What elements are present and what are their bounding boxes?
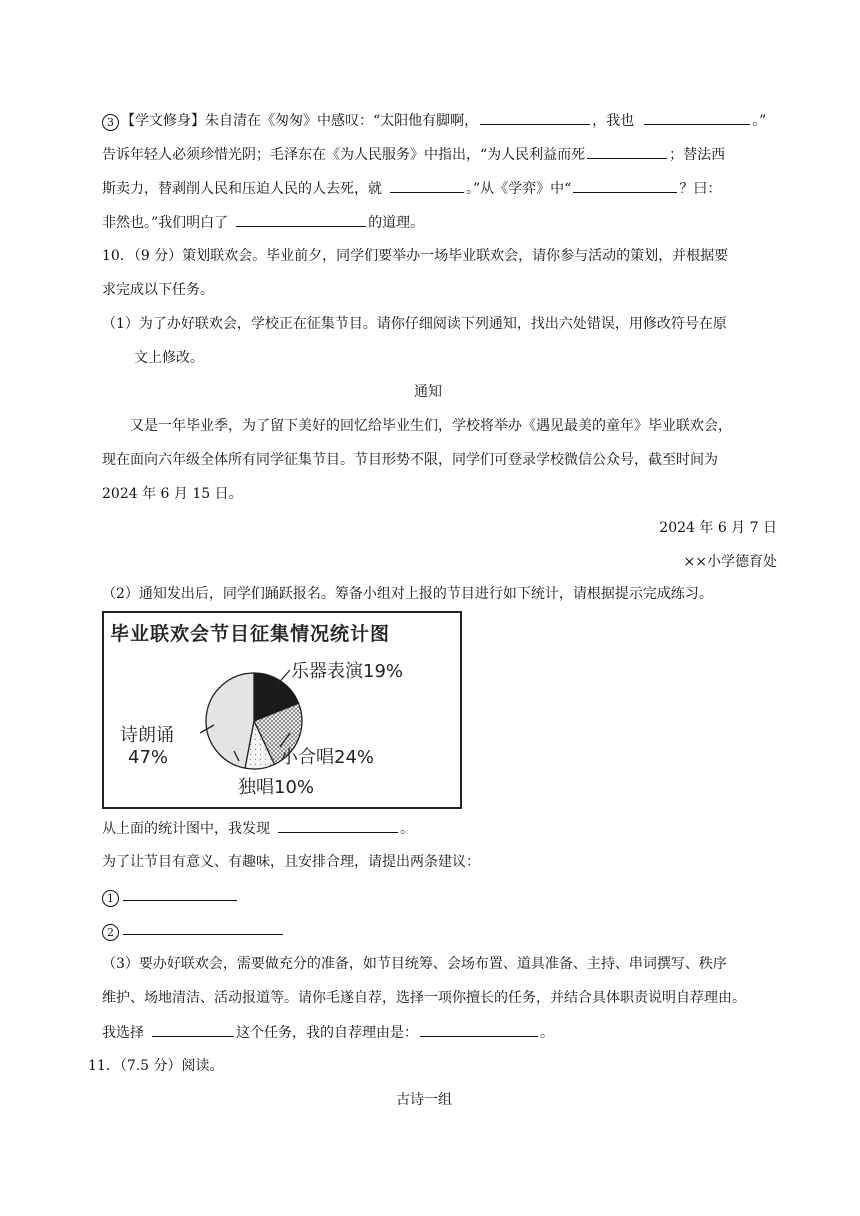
answer-blank[interactable] <box>420 1022 538 1037</box>
q10-part2-line1: （2）通知发出后，同学们踊跃报名。筹备小组对上报的节目进行如下统计，请根据提示完成练习。 <box>102 586 713 602</box>
answer-blank[interactable] <box>236 212 366 227</box>
circled-number: 2 <box>102 924 119 941</box>
circled-number: 3 <box>102 114 119 131</box>
q10-heading-cont: 求完成以下任务。 <box>102 282 214 298</box>
q11-heading: 11．（7.5 分）阅读。 <box>88 1058 224 1074</box>
q10-part1-line2: 文上修改。 <box>134 350 204 366</box>
label-poetry-value: 47% <box>128 747 169 768</box>
circled-number: 1 <box>102 890 119 907</box>
answer-blank[interactable] <box>152 1022 234 1037</box>
pie-chart <box>102 611 462 809</box>
notice-body-line2: 现在面向六年级全体所有同学征集节目。节目形势不限，同学们可登录学校微信公众号，截至时间为 <box>102 452 718 468</box>
q9-p3-line2: 告诉年轻人必须珍惜光阴；毛泽东在《为人民服务》中指出，“为人民利益而死 ；替法西 <box>102 144 725 165</box>
pie-slice-poetry <box>206 673 254 768</box>
q10-heading: 10．（9 分）策划联欢会。毕业前夕，同学们要举办一场毕业联欢会，请你参与活动的策划，并根据要 <box>102 248 729 264</box>
suggestion-1 <box>102 886 239 907</box>
q10-part3-line3: 我选择 这个任务，我的自荐理由是： 。 <box>102 1022 554 1043</box>
answer-blank[interactable] <box>587 144 667 159</box>
answer-blank[interactable] <box>644 110 750 125</box>
answer-blank[interactable] <box>278 818 398 833</box>
suggestion-prompt: 为了让节目有意义、有趣味，且安排合理，请提出两条建议： <box>102 854 480 870</box>
q10-part3-line1: （3）要办好联欢会，需要做充分的准备，如节目统筹、会场布置、道具准备、主持、串词撰写、秩序 <box>102 956 727 972</box>
q10-part3-line2: 维护、场地清洁、活动报道等。请你毛遂自荐，选择一项你擅长的任务，并结合具体职责说明自荐理由。 <box>102 990 746 1006</box>
label-poetry-name: 诗朗诵 <box>120 725 174 746</box>
suggestion-2 <box>102 920 285 941</box>
q9-p3-line3: 斯卖力，替剥削人民和压迫人民的人去死，就 。”从《学弈》中“ ？曰： <box>102 178 721 199</box>
answer-blank[interactable] <box>123 886 237 901</box>
answer-blank[interactable] <box>573 178 677 193</box>
q10-part1-line1: （1）为了办好联欢会，学校正在征集节目。请你仔细阅读下列通知，找出六处错误，用修改符号在原 <box>102 316 727 332</box>
label-instrument: 乐器表演19% <box>291 661 404 682</box>
label-chorus: 小合唱24% <box>280 747 375 768</box>
notice-title: 通知 <box>414 384 442 400</box>
answer-blank[interactable] <box>123 920 283 935</box>
q9-p3-line4: 非然也。”我们明白了 的道理。 <box>102 212 424 233</box>
label-solo: 独唱10% <box>238 777 315 798</box>
q11-subtitle: 古诗一组 <box>396 1092 452 1108</box>
notice-org: ××小学德育处 <box>683 554 777 570</box>
notice-date: 2024 年 6 月 7 日 <box>659 520 777 536</box>
notice-body-line1: 又是一年毕业季，为了留下美好的回忆给毕业生们，学校将举办《遇见最美的童年》毕业联欢会， <box>130 418 732 434</box>
q9-p3-line1: 3 【学文修身】朱自清在《匆匆》中感叹：“太阳他有脚啊， ，我也 。” <box>102 110 766 131</box>
chart-title: 毕业联欢会节目征集情况统计图 <box>110 623 391 645</box>
answer-blank[interactable] <box>390 178 464 193</box>
answer-blank[interactable] <box>480 110 590 125</box>
finding-line: 从上面的统计图中，我发现 。 <box>102 818 414 839</box>
notice-body-line3: 2024 年 6 月 15 日。 <box>102 486 243 502</box>
